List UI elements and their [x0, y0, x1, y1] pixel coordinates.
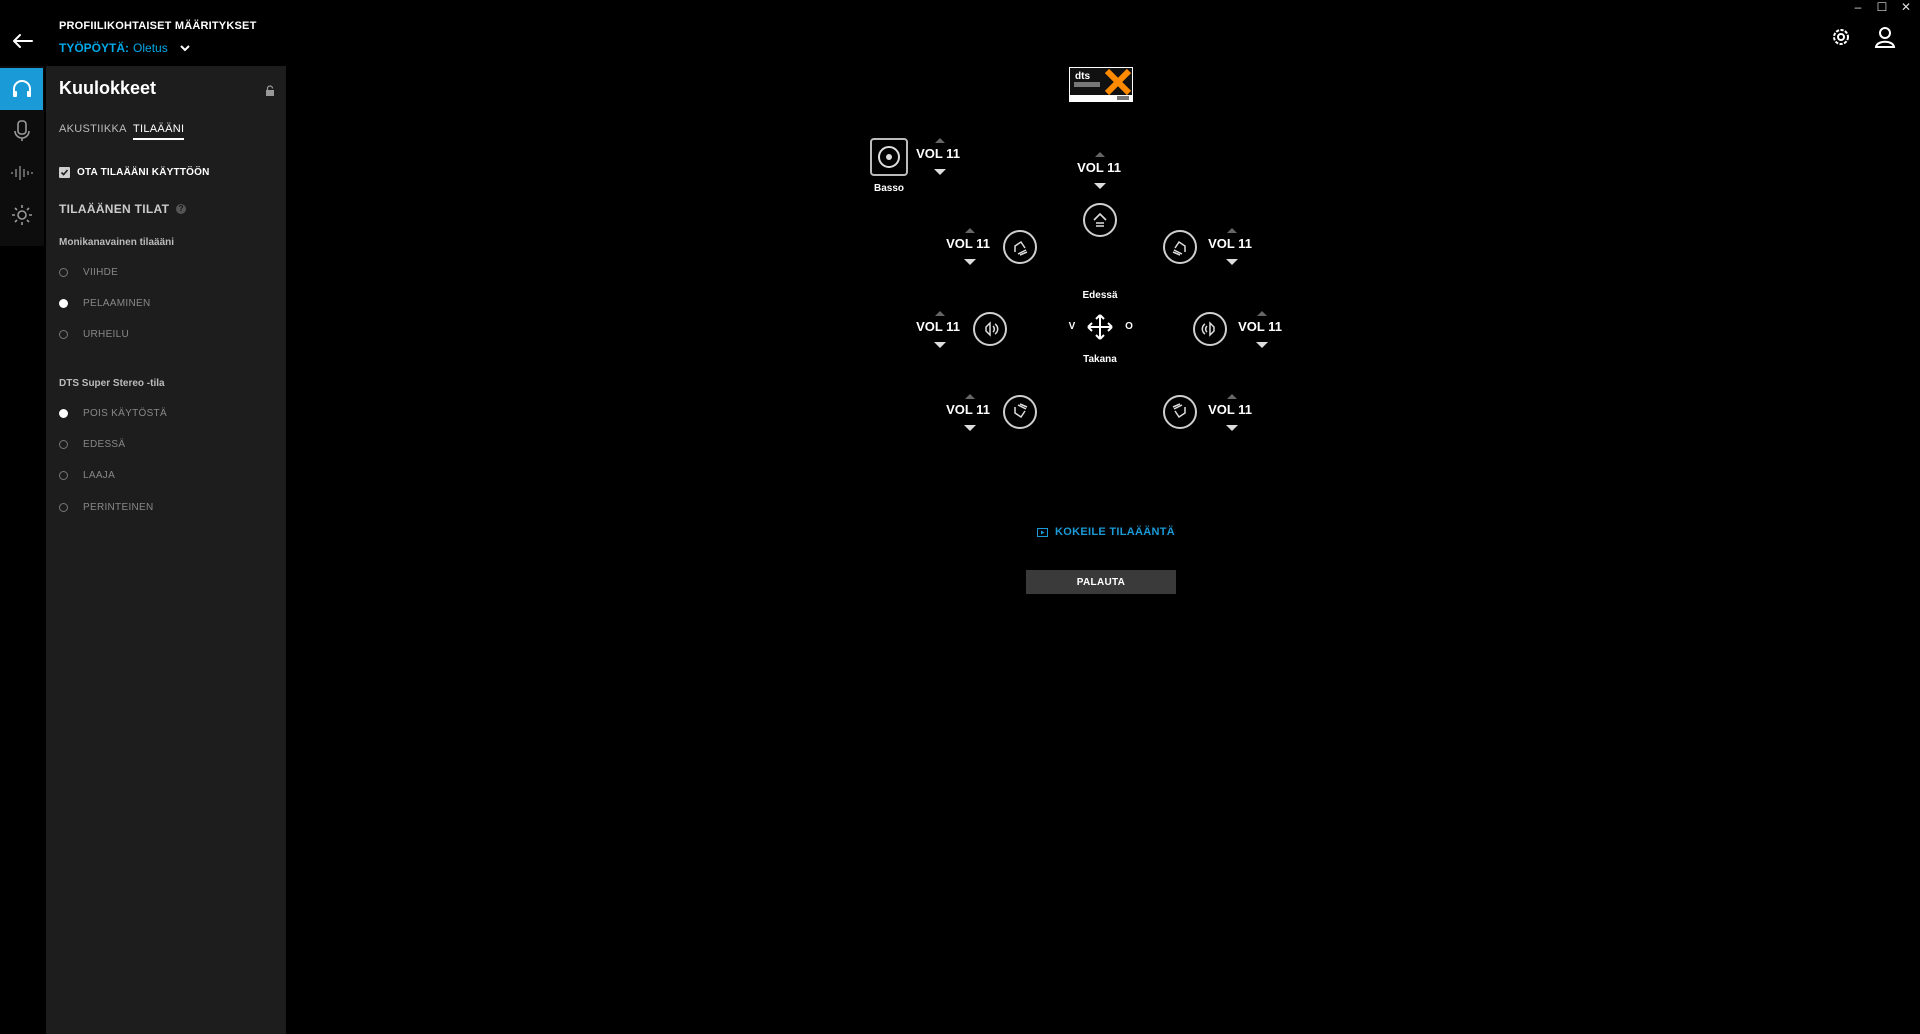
front-label: Edessä [1082, 290, 1118, 301]
speaker-icon [1011, 403, 1029, 421]
radio-label: POIS KÄYTÖSTÄ [83, 408, 167, 419]
radio-traditional[interactable] [59, 502, 154, 513]
profile-label: TYÖPÖYTÄ: [59, 41, 130, 55]
subwoofer-icon [876, 144, 902, 170]
center-vol-down-arrow[interactable] [1094, 183, 1106, 189]
side-left-vol-up-arrow[interactable] [935, 311, 945, 316]
back-button[interactable] [8, 26, 38, 56]
front-left-vol-up-arrow[interactable] [965, 228, 975, 233]
speaker-icon [1171, 403, 1189, 421]
superstereo-header: DTS Super Stereo -tila [59, 378, 165, 389]
tab-surround[interactable]: TILAÄÄNI [133, 123, 184, 140]
lock-icon [265, 85, 275, 97]
radio-label: PELAAMINEN [83, 298, 151, 309]
gear-icon [1828, 24, 1854, 50]
radio-label: EDESSÄ [83, 439, 126, 450]
front-right-volume: VOL 11 [1208, 236, 1252, 251]
surround-modes-title: TILAÄÄNEN TILAT [59, 202, 170, 216]
arrow-left-icon [8, 26, 38, 56]
center-vol-up-arrow[interactable] [1095, 152, 1105, 157]
rear-left-speaker[interactable] [1003, 395, 1037, 429]
profile-selector[interactable] [59, 41, 192, 55]
front-left-volume: VOL 11 [946, 236, 990, 251]
play-video-icon [1037, 528, 1048, 537]
radio-button[interactable] [59, 330, 68, 339]
center-speaker[interactable] [1083, 203, 1117, 237]
bass-vol-down-arrow[interactable] [934, 169, 946, 175]
enable-surround-checkbox[interactable] [59, 167, 70, 178]
equalizer-icon [10, 163, 34, 183]
side-left-speaker[interactable] [973, 312, 1007, 346]
rail-microphone[interactable] [0, 110, 43, 152]
radio-front[interactable] [59, 439, 125, 450]
icon-rail [0, 66, 44, 246]
rear-right-volume: VOL 11 [1208, 402, 1252, 417]
panel-title: Kuulokkeet [59, 78, 157, 98]
rail-equalizer[interactable] [0, 152, 43, 194]
right-label: O [1125, 321, 1133, 332]
radio-button[interactable] [59, 471, 68, 480]
help-icon[interactable]: ? [176, 204, 186, 214]
bass-volume: VOL 11 [916, 146, 960, 161]
speaker-icon [1091, 211, 1109, 229]
center-volume: VOL 11 [1077, 160, 1121, 175]
microphone-icon [11, 119, 33, 143]
headphones-icon [10, 77, 34, 101]
rear-left-vol-down-arrow[interactable] [964, 425, 976, 431]
radio-label: LAAJA [83, 470, 116, 481]
speaker-icon [1171, 238, 1189, 256]
multichannel-header: Monikanavainen tilaääni [59, 237, 175, 248]
radio-button[interactable] [59, 299, 68, 308]
page-title: PROFIILIKOHTAISET MÄÄRITYKSET [59, 20, 257, 32]
left-label: V [1068, 321, 1076, 332]
dts-headphone-x-logo [1069, 67, 1133, 102]
account-button[interactable] [1872, 24, 1898, 50]
position-control[interactable] [1086, 313, 1114, 346]
rear-right-vol-down-arrow[interactable] [1226, 425, 1238, 431]
minimize-button[interactable]: – [1854, 0, 1862, 14]
radio-wide[interactable] [59, 470, 115, 481]
front-right-vol-down-arrow[interactable] [1226, 259, 1238, 265]
front-left-vol-down-arrow[interactable] [964, 259, 976, 265]
move-arrows-icon [1086, 313, 1114, 341]
radio-sports[interactable] [59, 329, 129, 340]
side-right-vol-down-arrow[interactable] [1256, 342, 1268, 348]
speaker-icon [1201, 320, 1219, 338]
radio-gaming[interactable] [59, 298, 150, 309]
radio-off[interactable] [59, 408, 167, 419]
radio-label: URHEILU [83, 329, 129, 340]
rail-lighting[interactable] [0, 194, 43, 236]
front-right-vol-up-arrow[interactable] [1227, 228, 1237, 233]
bass-label: Basso [873, 183, 904, 194]
rail-headphones[interactable] [0, 68, 43, 110]
side-right-speaker[interactable] [1193, 312, 1227, 346]
radio-button[interactable] [59, 268, 68, 277]
side-right-volume: VOL 11 [1238, 319, 1282, 334]
user-icon [1872, 24, 1898, 50]
profile-value: Oletus [133, 41, 168, 55]
try-surround-label: KOKEILE TILAÄÄNTÄ [1055, 526, 1175, 538]
radio-button[interactable] [59, 440, 68, 449]
back-label: Takana [1083, 354, 1117, 365]
rear-left-vol-up-arrow[interactable] [965, 394, 975, 399]
radio-button[interactable] [59, 503, 68, 512]
enable-surround-label: OTA TILAÄÄNI KÄYTTÖÖN [77, 167, 210, 178]
radio-button[interactable] [59, 409, 68, 418]
rear-left-volume: VOL 11 [946, 402, 990, 417]
close-button[interactable]: ✕ [1900, 0, 1912, 14]
side-left-volume: VOL 11 [916, 319, 960, 334]
settings-button[interactable] [1828, 24, 1854, 50]
radio-label: VIIHDE [83, 267, 119, 278]
surround-modes-header [59, 202, 186, 216]
radio-entertainment[interactable] [59, 267, 118, 278]
front-right-speaker[interactable] [1163, 230, 1197, 264]
reset-button[interactable]: PALAUTA [1026, 570, 1176, 594]
radio-label: PERINTEINEN [83, 502, 154, 513]
try-surround-link[interactable] [1037, 526, 1175, 538]
bass-vol-up-arrow[interactable] [935, 138, 945, 143]
speaker-icon [981, 320, 999, 338]
rear-right-speaker[interactable] [1163, 395, 1197, 429]
front-left-speaker[interactable] [1003, 230, 1037, 264]
side-right-vol-up-arrow[interactable] [1257, 311, 1267, 316]
bass-speaker[interactable] [870, 138, 908, 176]
maximize-button[interactable]: ☐ [1876, 0, 1888, 14]
rear-right-vol-up-arrow[interactable] [1227, 394, 1237, 399]
checkmark-icon [60, 168, 69, 177]
speaker-icon [1011, 238, 1029, 256]
chevron-down-icon [178, 43, 192, 53]
lock-button[interactable] [265, 84, 275, 96]
svg-text:dts: dts [1075, 71, 1090, 82]
tab-acoustics[interactable]: AKUSTIIKKA [59, 123, 127, 135]
side-left-vol-down-arrow[interactable] [934, 342, 946, 348]
sun-icon [11, 204, 33, 226]
